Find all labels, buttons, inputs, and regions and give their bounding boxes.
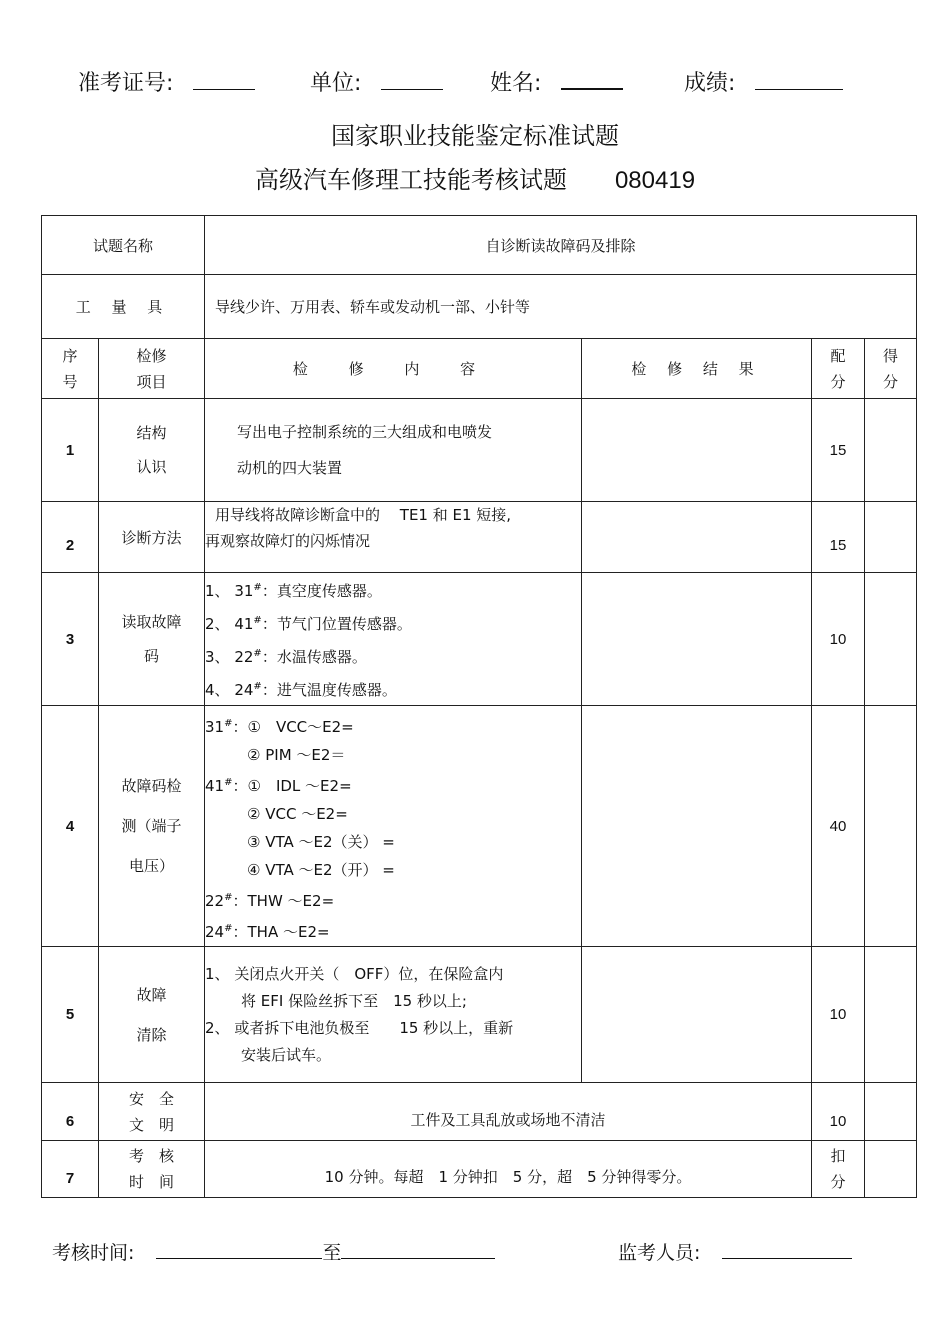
title-line-2	[0, 160, 950, 195]
tools-row	[42, 275, 917, 339]
name-label: 姓名:	[490, 71, 542, 96]
table-row	[42, 706, 917, 947]
unit-label: 单位:	[310, 71, 362, 96]
name-field	[490, 66, 623, 97]
row-got-cell[interactable]	[865, 1083, 917, 1141]
tools-value: 导线少许、万用表、轿车或发动机一部、小针等	[205, 275, 917, 339]
score-header: 配 分	[812, 339, 865, 399]
row-got-cell[interactable]	[865, 1141, 917, 1198]
result-header: 检 修 结 果	[582, 339, 812, 399]
row-num: 5	[42, 947, 99, 1083]
row-item: 结构 认识	[99, 399, 205, 502]
unit-blank[interactable]	[381, 67, 443, 90]
table-row	[42, 502, 917, 573]
column-header-row	[42, 339, 917, 399]
exam-no-field	[78, 66, 255, 97]
row-got-cell[interactable]	[865, 502, 917, 573]
table-row	[42, 573, 917, 706]
tools-label: 工 量 具	[42, 275, 205, 339]
proctor-blank[interactable]	[722, 1238, 852, 1259]
row-got-cell[interactable]	[865, 399, 917, 502]
exam-no-blank[interactable]	[193, 67, 255, 90]
row-content: 31#：① VCC～E2= ② PIM ～E2＝ 41#：① IDL ～E2= ② VCC ～E2= ③ VTA ～E2（关） = ④ VTA ～E2（开） = 22#：THW ～E2= 24#：THA ～E2=	[205, 706, 582, 947]
test-name-row	[42, 216, 917, 275]
row-score: 10	[812, 947, 865, 1083]
unit-field	[310, 66, 443, 97]
score-blank[interactable]	[755, 67, 843, 90]
row-result-cell[interactable]	[582, 573, 812, 706]
row-got-cell[interactable]	[865, 947, 917, 1083]
row-score: 10	[812, 573, 865, 706]
table-row	[42, 1141, 917, 1198]
content-header: 检 修 内 容	[205, 339, 582, 399]
exam-time-end-blank[interactable]	[341, 1238, 495, 1259]
exam-time-start-blank[interactable]	[156, 1238, 322, 1259]
row-num: 7	[42, 1141, 99, 1198]
proctor-label: 监考人员:	[618, 1242, 701, 1264]
row-content: 写出电子控制系统的三大组成和电喷发 动机的四大装置	[205, 399, 582, 502]
exam-time-to: 至	[322, 1242, 342, 1264]
table-row	[42, 947, 917, 1083]
header-fields	[78, 66, 878, 102]
row-num: 3	[42, 573, 99, 706]
row-num: 6	[42, 1083, 99, 1141]
exam-time-field	[52, 1238, 495, 1265]
row-num: 2	[42, 502, 99, 573]
row-score: 40	[812, 706, 865, 947]
row-content: 1、 31#：真空度传感器。 2、 41#：节气门位置传感器。 3、 22#：水温传感器。 4、 24#：进气温度传感器。	[205, 573, 582, 706]
proctor-field	[618, 1238, 852, 1265]
row-got-cell[interactable]	[865, 706, 917, 947]
exam-table	[41, 215, 917, 1198]
score-label: 成绩:	[684, 71, 736, 96]
row-item: 故障码检 测（端子 电压）	[99, 706, 205, 947]
exam-time-label: 考核时间:	[52, 1242, 135, 1264]
row-item: 故障 清除	[99, 947, 205, 1083]
row-item: 安 全 文 明	[99, 1083, 205, 1141]
row-item: 考 核 时 间	[99, 1141, 205, 1198]
table-row	[42, 1083, 917, 1141]
row-score: 15	[812, 399, 865, 502]
score-field	[684, 66, 843, 97]
item-header: 检修 项目	[99, 339, 205, 399]
title-code: 080419	[614, 167, 696, 194]
row-result-cell[interactable]	[582, 947, 812, 1083]
row-content: 用导线将故障诊断盒中的 TE1 和 E1 短接, 再观察故障灯的闪烁情况	[205, 502, 582, 573]
row-num: 1	[42, 399, 99, 502]
exam-no-label: 准考证号:	[78, 71, 174, 96]
table-row	[42, 399, 917, 502]
test-name-value: 自诊断读故障码及排除	[205, 216, 917, 275]
footer	[52, 1238, 892, 1268]
title-line-1: 国家职业技能鉴定标准试题	[331, 122, 619, 150]
row-item: 读取故障 码	[99, 573, 205, 706]
row-num: 4	[42, 706, 99, 947]
row-item: 诊断方法	[99, 502, 205, 573]
test-name-label: 试题名称	[42, 216, 205, 275]
row-content: 工件及工具乱放或场地不清洁	[205, 1083, 812, 1141]
row-content: 10 分钟。每超 1 分钟扣 5 分，超 5 分钟得零分。	[205, 1141, 812, 1198]
row-content: 1、 关闭点火开关（ OFF）位，在保险盒内 将 EFI 保险丝拆下至 15 秒以上; 2、 或者拆下电池负极至 15 秒以上，重新 安装后试车。	[205, 947, 582, 1083]
name-blank[interactable]	[561, 66, 623, 90]
row-result-cell[interactable]	[582, 502, 812, 573]
got-header: 得 分	[865, 339, 917, 399]
row-score: 15	[812, 502, 865, 573]
row-got-cell[interactable]	[865, 573, 917, 706]
title-text: 高级汽车修理工技能考核试题	[254, 166, 567, 194]
row-result-cell[interactable]	[582, 399, 812, 502]
row-score: 扣 分	[812, 1141, 865, 1198]
seq-header: 序 号	[42, 339, 99, 399]
row-score: 10	[812, 1083, 865, 1141]
row-result-cell[interactable]	[582, 706, 812, 947]
